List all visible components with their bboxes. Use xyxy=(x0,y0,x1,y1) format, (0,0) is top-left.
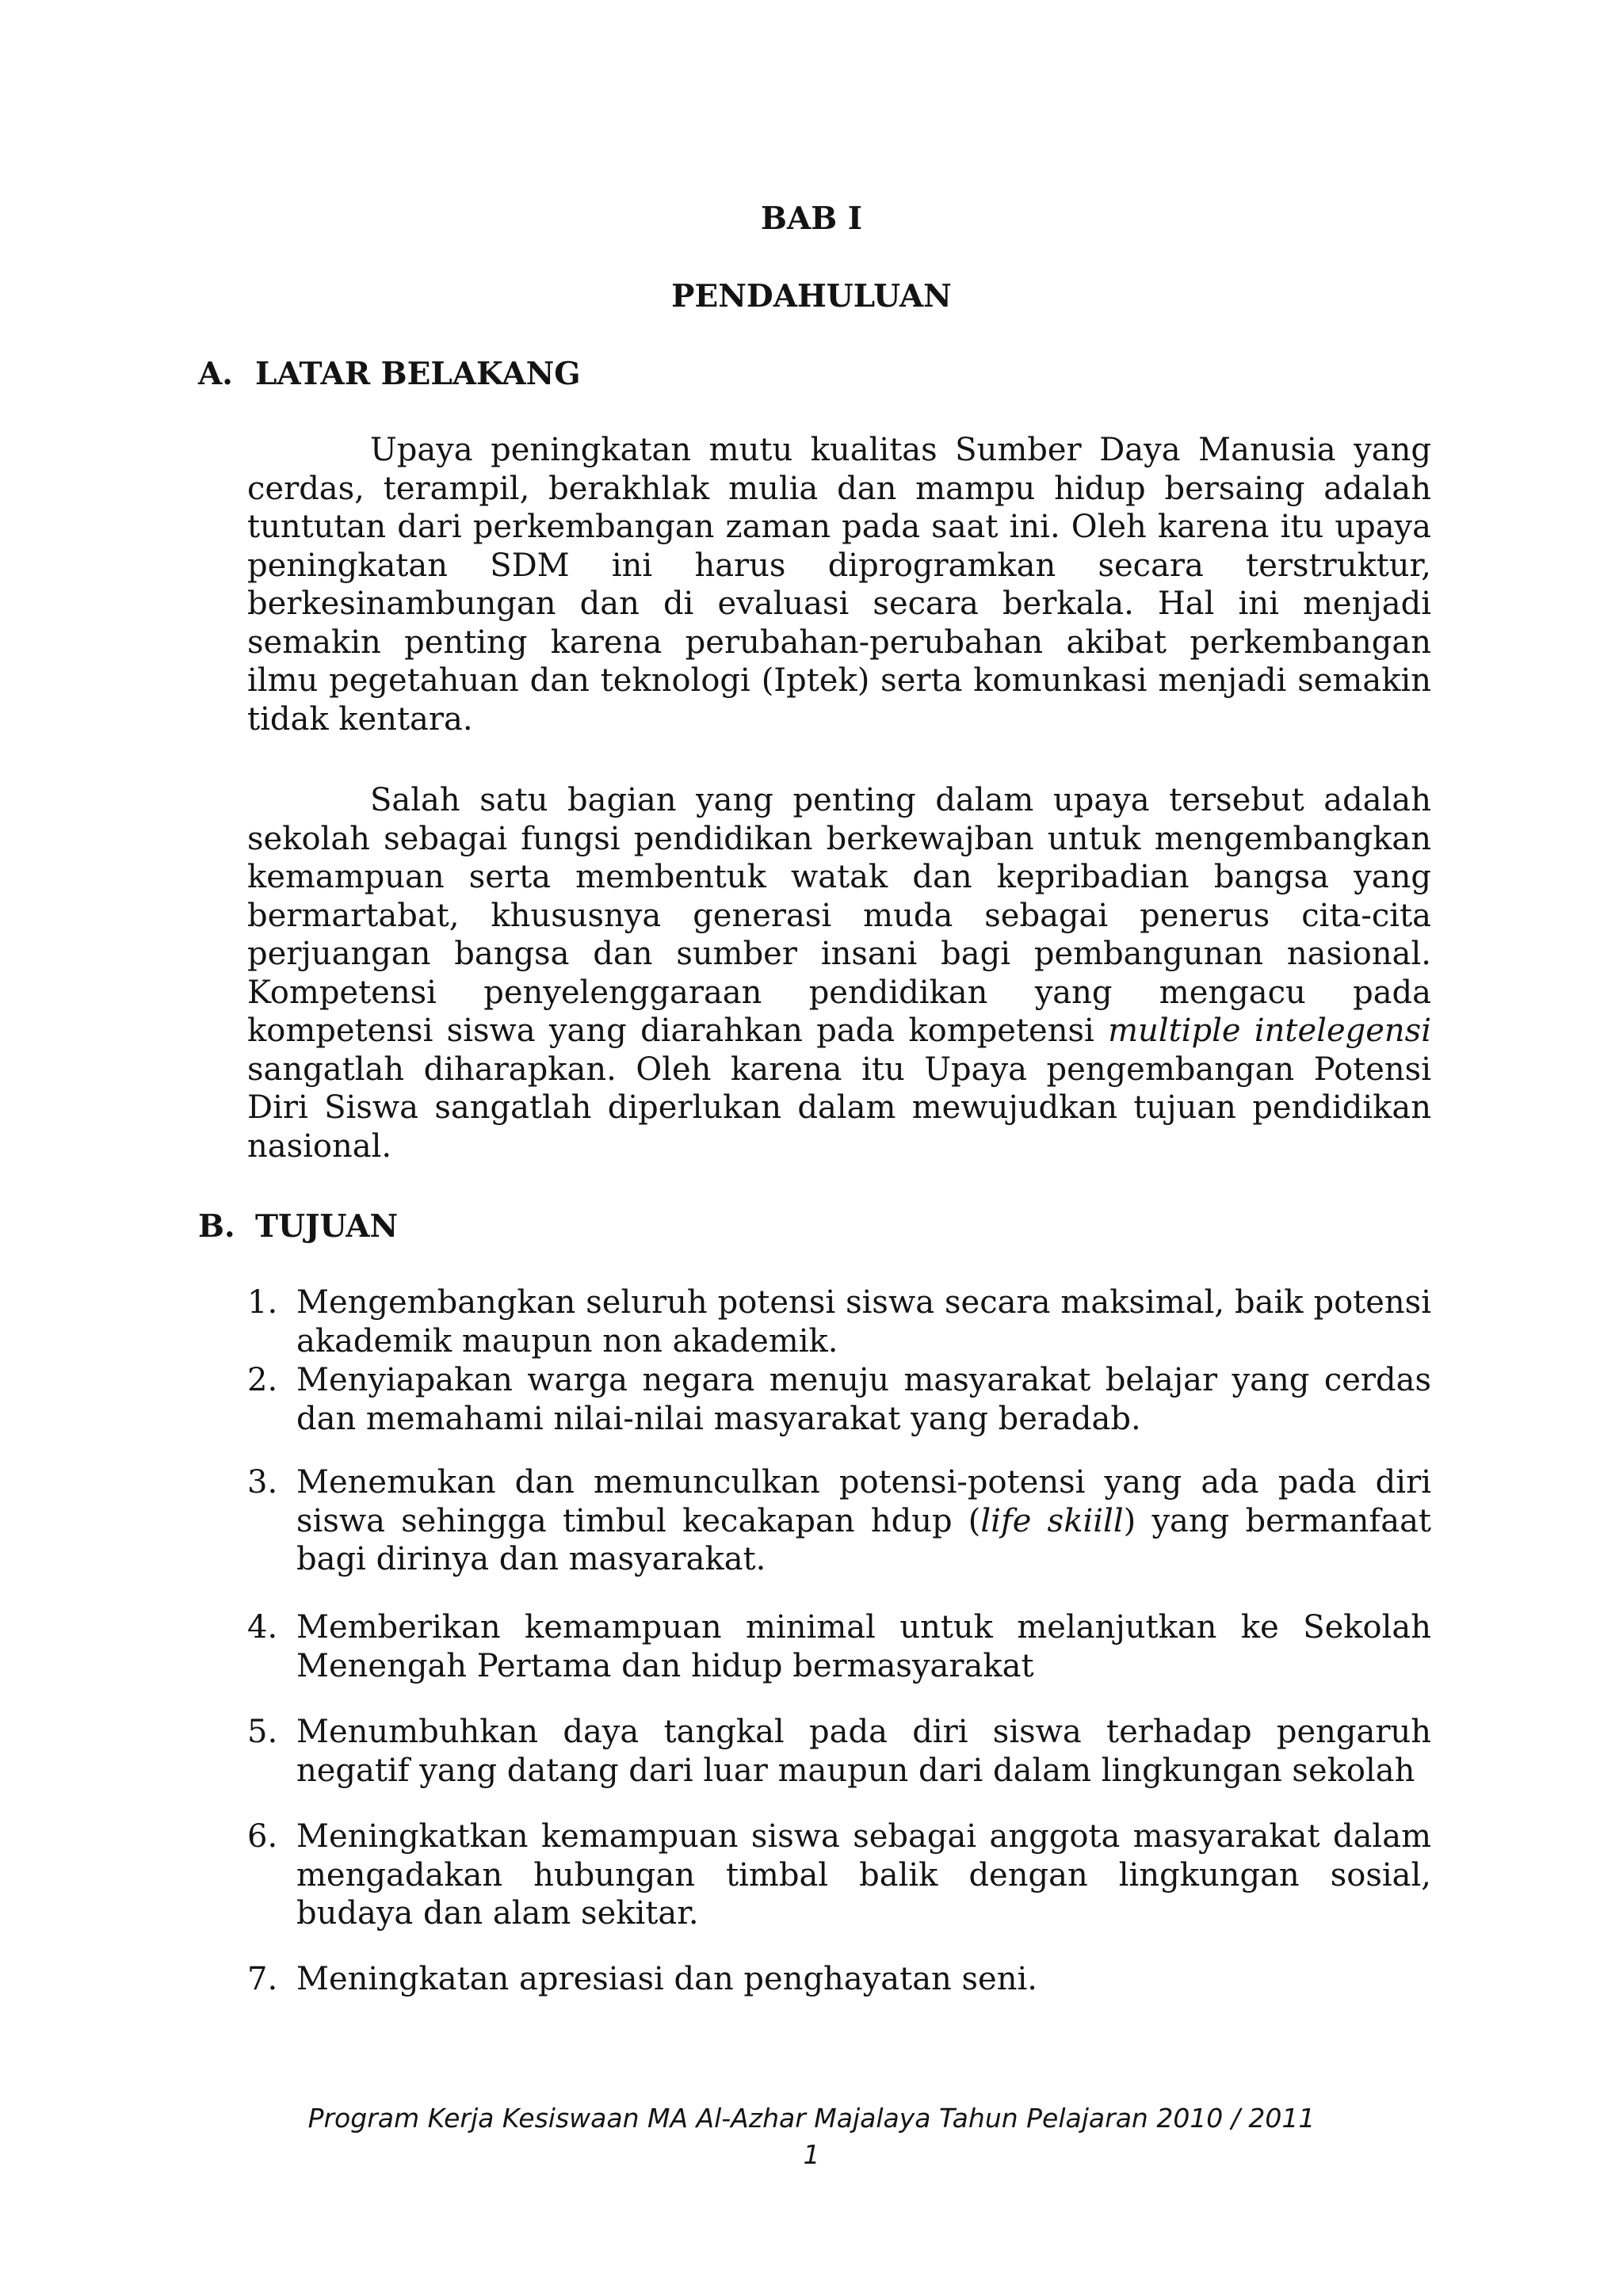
paragraph-2-text-start: Salah satu bagian yang penting dalam upaya tersebut adalah sekolah sebagai fungsi pendidikan berkewajban untuk mengembangkan kemampuan serta membentuk watak dan kepribadian bangsa yang bermartabat, khususnya generasi muda sebagai penerus cita-cita perjuangan bangsa dan sumber insani bagi pembangunan nasional. Kompetensi penyelenggaraan pendidikan yang mengacu pada kompetensi siswa yang diarahkan pada kompetensi xyxy=(247,782,1431,1049)
list-item-3 xyxy=(247,1463,1431,1579)
section-b-title: TUJUAN xyxy=(255,1208,399,1245)
page-number xyxy=(0,2139,1623,2171)
section-b-heading xyxy=(198,1207,398,1245)
footer-title-text: Program Kerja Kesiswaan MA Al-Azhar Majalaya Tahun Pelajaran 2010 / 2011 xyxy=(307,2103,1316,2134)
list-item-2 xyxy=(247,1361,1431,1438)
list-item-number: 5. xyxy=(247,1714,278,1750)
list-item-number: 7. xyxy=(247,1961,278,1997)
list-item-text: Meningkatkan kemampuan siswa sebagai anggota masyarakat dalam mengadakan hubungan timbal balik dengan lingkungan sosial, budaya dan alam sekitar. xyxy=(296,1818,1431,1932)
list-item-6 xyxy=(247,1817,1431,1933)
list-item-number: 6. xyxy=(247,1818,278,1855)
paragraph-2-text-end: sangatlah diharapkan. Oleh karena itu Upaya pengembangan Potensi Diri Siswa sangatlah diperlukan dalam mewujudkan tujuan pendidikan nasional. xyxy=(247,1051,1431,1165)
section-a-title: LATAR BELAKANG xyxy=(255,356,581,392)
section-a-heading xyxy=(198,355,581,393)
list-item-3-text-end: ) yang bermanfaat bagi dirinya dan masyarakat. xyxy=(296,1502,1432,1577)
list-item-text: Menumbuhkan daya tangkal pada diri siswa terhadap pengaruh negatif yang datang dari luar maupun dari dalam lingkungan sekolah xyxy=(296,1714,1431,1789)
paragraph-2-italic-term: multiple intelegensi xyxy=(1108,1013,1431,1049)
section-a-paragraph-1: Upaya peningkatan mutu kualitas Sumber Daya Manusia yang cerdas, terampil, berakhlak mulia dan mampu hidup bersaing adalah tuntutan dari perkembangan zaman pada saat ini. Oleh karena itu upaya peningkatan SDM ini harus diprogramkan secara terstruktur, berkesinambungan dan di evaluasi secara berkala. Hal ini menjadi semakin penting karena perubahan-perubahan akibat perkembangan ilmu pegetahuan dan teknologi (Iptek) serta komunkasi menjadi semakin tidak kentara. xyxy=(247,432,1431,738)
list-item-4 xyxy=(247,1608,1431,1685)
list-item-number: 3. xyxy=(247,1464,278,1501)
list-item-text: Meningkatan apresiasi dan penghayatan seni. xyxy=(296,1961,1037,1997)
section-b-letter: B. xyxy=(198,1208,235,1245)
list-item-5 xyxy=(247,1713,1431,1790)
list-item-number: 1. xyxy=(247,1284,278,1321)
list-item-number: 4. xyxy=(247,1609,278,1646)
page-number-text: 1 xyxy=(803,2139,820,2170)
list-item-text: Mengembangkan seluruh potensi siswa secara maksimal, baik potensi akademik maupun non akademik. xyxy=(296,1284,1431,1360)
list-item-7 xyxy=(247,1960,1431,1999)
list-item-text: Memberikan kemampuan minimal untuk melanjutkan ke Sekolah Menengah Pertama dan hidup bermasyarakat xyxy=(296,1609,1431,1684)
list-item-3-italic-term: life skiill xyxy=(980,1502,1124,1539)
list-item-text xyxy=(296,1463,1431,1579)
list-item-3-text-start: Menemukan dan memunculkan potensi-potensi yang ada pada diri siswa sehingga timbul kecakapan hdup ( xyxy=(296,1464,1431,1539)
section-a-letter: A. xyxy=(198,356,233,392)
chapter-title: PENDAHULUAN xyxy=(671,278,952,315)
list-item-1 xyxy=(247,1283,1431,1360)
list-item-text: Menyiapakan warga negara menuju masyarakat belajar yang cerdas dan memahami nilai-nilai masyarakat yang beradab. xyxy=(296,1362,1431,1437)
list-item-number: 2. xyxy=(247,1362,278,1398)
footer-title xyxy=(0,2103,1623,2134)
section-a-paragraph-2 xyxy=(247,781,1431,1165)
chapter-label: BAB I xyxy=(760,200,862,237)
